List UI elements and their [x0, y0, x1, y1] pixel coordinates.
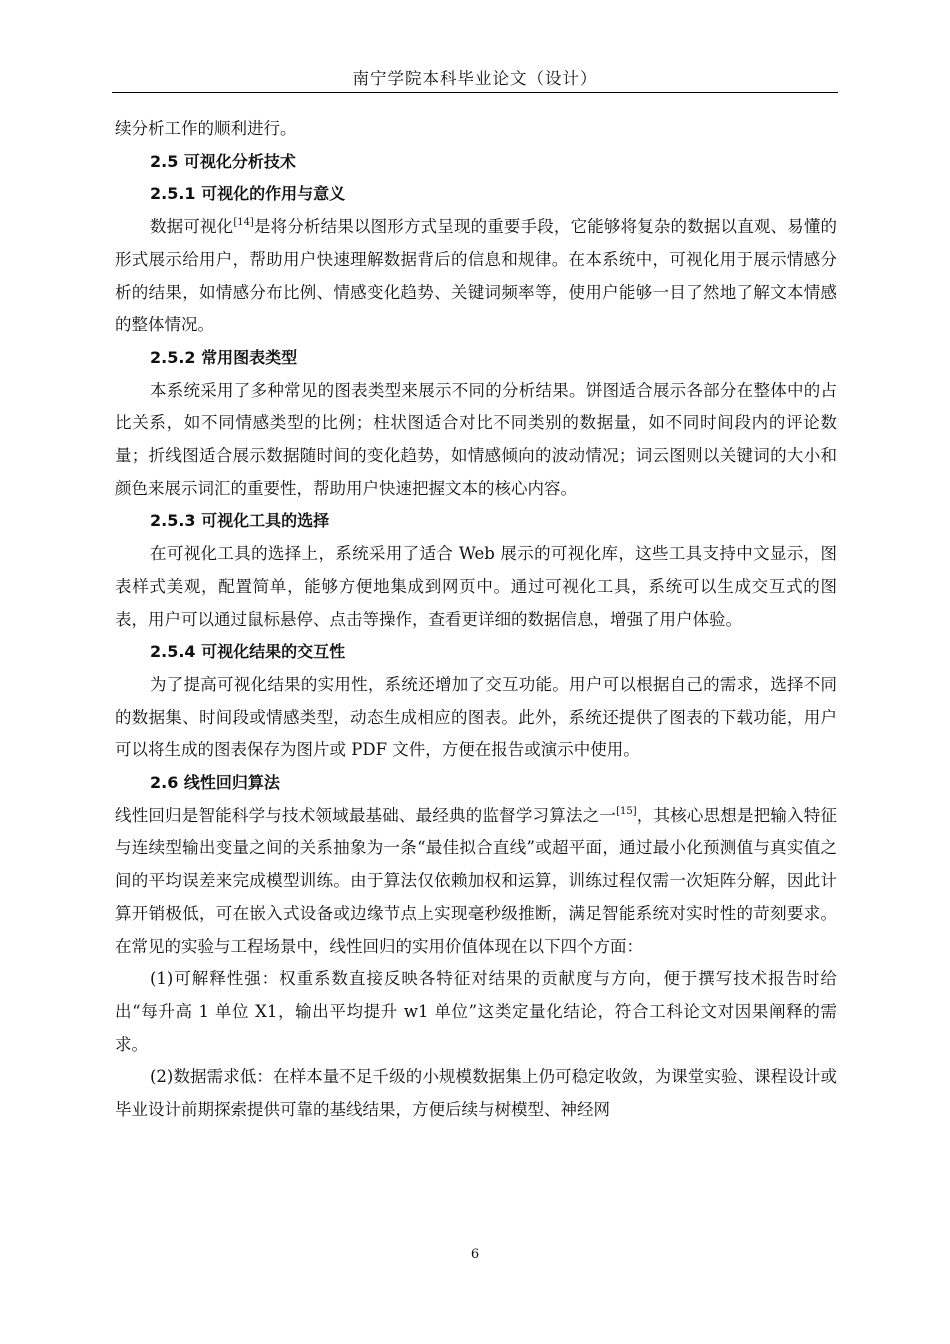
section-heading-2-5-3: 2.5.3 可视化工具的选择 — [150, 511, 330, 531]
header-rule — [112, 92, 838, 93]
paragraph-2-6-start: 线性回归是智能科学与技术领域最基础、最经典的监督学习算法之一 — [115, 805, 617, 825]
section-heading-2-6: 2.6 线性回归算法 — [150, 773, 280, 793]
paragraph-2-5-2: 本系统采用了多种常见的图表类型来展示不同的分析结果。饼图适合展示各部分在整体中的占比关系，如不同情感类型的比例；柱状图适合对比不同类别的数据量，如不同时间段内的评论数量；折线图适合展示数据随时间的变化趋势，如情感倾向的波动情况；词云图则以关键词的大小和颜色来展示词汇的重要性，帮助用户快速把握文本的核心内容。 — [115, 380, 837, 498]
paragraph-2-5-1-rest: 是将分析结果以图形方式呈现的重要手段，它能够将复杂的数据以直观、易懂的形式展示给用户，帮助用户快速理解数据背后的信息和规律。在本系统中，可视化用于展示情感分析的结果，如情感分布比例、情感变化趋势、关键词频率等，使用户能够一目了然地了解文本情感的整体情况。 — [115, 217, 838, 335]
list-item-2: (2)数据需求低：在样本量不足千级的小规模数据集上仍可稳定收敛，为课堂实验、课程设计或毕业设计前期探索提供可靠的基线结果，方便后续与树模型、神经网 — [115, 1067, 837, 1120]
page-number: 6 — [470, 1247, 480, 1262]
paragraph-2-5-1 — [115, 211, 837, 342]
document-body — [115, 113, 837, 1127]
section-heading-2-5-4: 2.5.4 可视化结果的交互性 — [150, 642, 346, 662]
paragraph-2-5-3: 在可视化工具的选择上，系统采用了适合 Web 展示的可视化库，这些工具支持中文显示，图表样式美观，配置简单，能够方便地集成到网页中。通过可视化工具，系统可以生成交互式的图表，用户可以通过鼠标悬停、点击等操作，查看更详细的数据信息，增强了用户体验。 — [115, 544, 837, 629]
section-heading-2-5-1: 2.5.1 可视化的作用与意义 — [150, 184, 346, 204]
section-heading-2-5: 2.5 可视化分析技术 — [150, 151, 296, 171]
paragraph-2-5-4: 为了提高可视化结果的实用性，系统还增加了交互功能。用户可以根据自己的需求，选择不同的数据集、时间段或情感类型，动态生成相应的图表。此外，系统还提供了图表的下载功能，用户可以将生成的图表保存为图片或 PDF 文件，方便在报告或演示中使用。 — [115, 674, 837, 760]
paragraph-2-6 — [115, 800, 837, 964]
continuation-paragraph: 续分析工作的顺利进行。 — [115, 119, 297, 138]
list-item-1: (1)可解释性强：权重系数直接反映各特征对结果的贡献度与方向，便于撰写技术报告时给出“每升高 1 单位 X1，输出平均提升 w1 单位”这类定量化结论，符合工科论文对因果阐释的需求。 — [115, 969, 837, 1054]
citation-15: [15] — [616, 805, 637, 817]
page-header: 南宁学院本科毕业论文（设计） — [352, 69, 598, 88]
section-heading-2-5-2: 2.5.2 常用图表类型 — [150, 347, 298, 367]
paragraph-2-6-rest: ，其核心思想是把输入特征与连续型输出变量之间的关系抽象为一条“最佳拟合直线”或超平面，通过最小化预测值与真实值之间的平均误差来完成模型训练。由于算法仅依赖加权和运算，训练过程仅需一次矩阵分解，因此计算开销极低，可在嵌入式设备或边缘节点上实现毫秒级推断，满足智能系统对实时性的苛刻要求。在常见的实验与工程场景中，线性回归的实用价值体现在以下四个方面： — [115, 805, 838, 956]
paragraph-2-5-1-start: 数据可视化 — [150, 217, 234, 237]
citation-14: [14] — [233, 217, 254, 229]
